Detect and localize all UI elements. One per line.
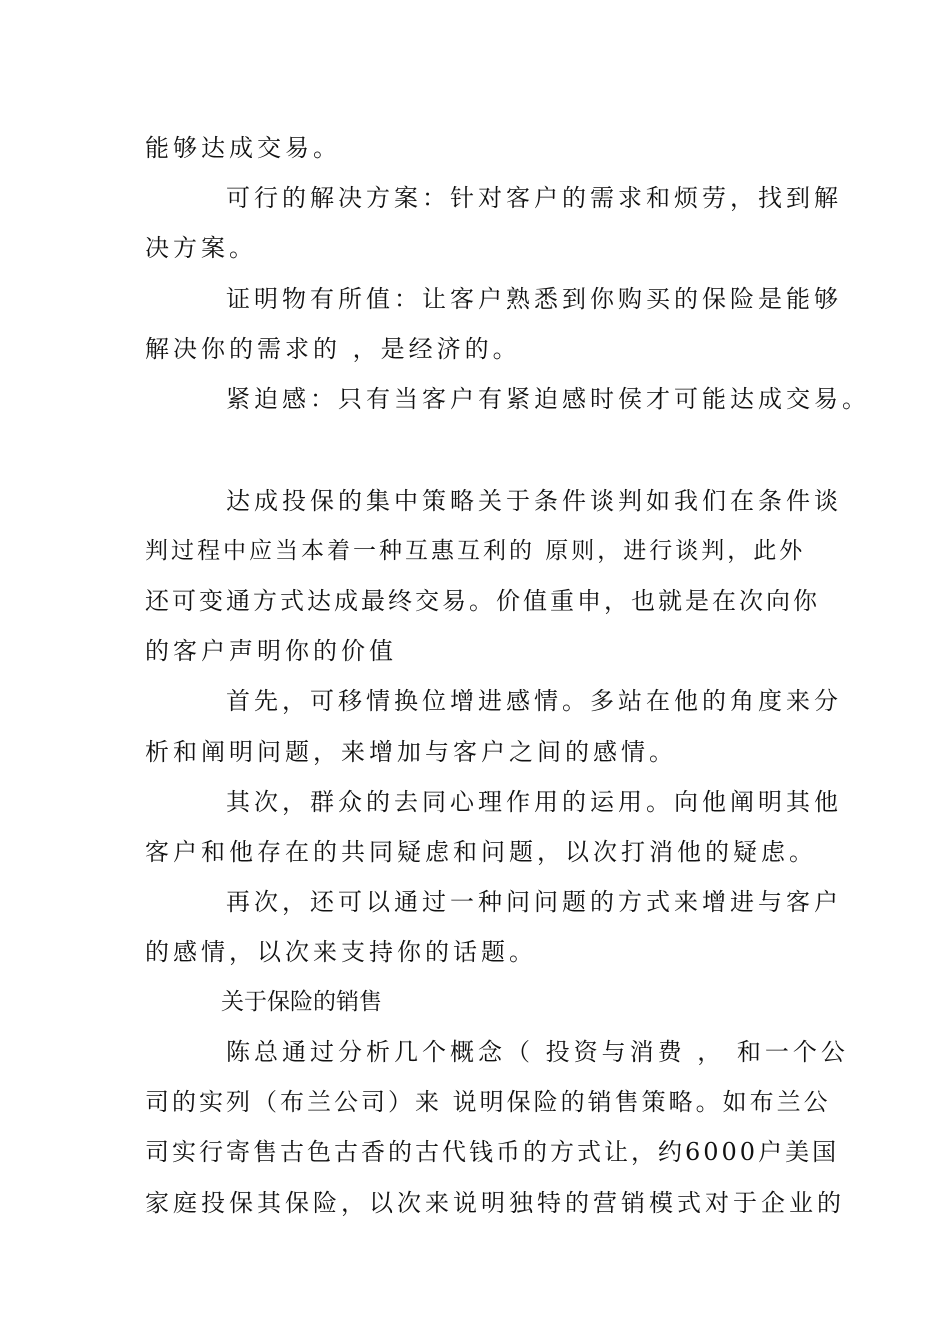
text-line: 的客户声明你的价值 [145,637,397,665]
text-line: 家庭投保其保险，以次来说明独特的营销模式对于企业的 [145,1189,845,1217]
text-line: 可行的解决方案：针对客户的需求和烦劳，找到解 [226,184,842,212]
text-line: 达成投保的集中策略关于条件谈判如我们在条件谈 [226,487,842,515]
text-line: 析和阐明问题，来增加与客户之间的感情。 [145,738,677,766]
text-line: 首先，可移情换位增进感情。多站在他的角度来分 [226,687,842,715]
text-line: 司实行寄售古色古香的古代钱币的方式让，约6000户美国 [145,1138,840,1166]
section-heading: 关于保险的销售 [221,989,382,1015]
text-line: 能够达成交易。 [145,134,341,162]
text-line: 判过程中应当本着一种互惠互利的 原则，进行谈判，此外 [145,538,806,564]
text-line: 证明物有所值：让客户熟悉到你购买的保险是能够 [226,285,842,313]
text-line: 其次，群众的去同心理作用的运用。向他阐明其他 [226,788,842,816]
text-line: 还可变通方式达成最终交易。价值重申，也就是在次向你 [145,587,820,615]
text-line: 解决你的需求的 ，是经济的。 [145,335,521,363]
text-line: 紧迫感：只有当客户有紧迫感时侯才可能达成交易。 [226,385,870,413]
text-line: 再次，还可以通过一种问问题的方式来增进与客户 [226,888,842,916]
text-line: 陈总通过分析几个概念（ 投资与消费 ， 和一个公 [226,1038,849,1066]
text-line: 决方案。 [145,234,257,262]
text-line: 司的实列（布兰公司）来 说明保险的销售策略。如布兰公 [145,1088,831,1116]
text-line: 客户和他存在的共同疑虑和问题，以次打消他的疑虑。 [145,838,817,866]
text-line: 的感情，以次来支持你的话题。 [145,938,537,966]
